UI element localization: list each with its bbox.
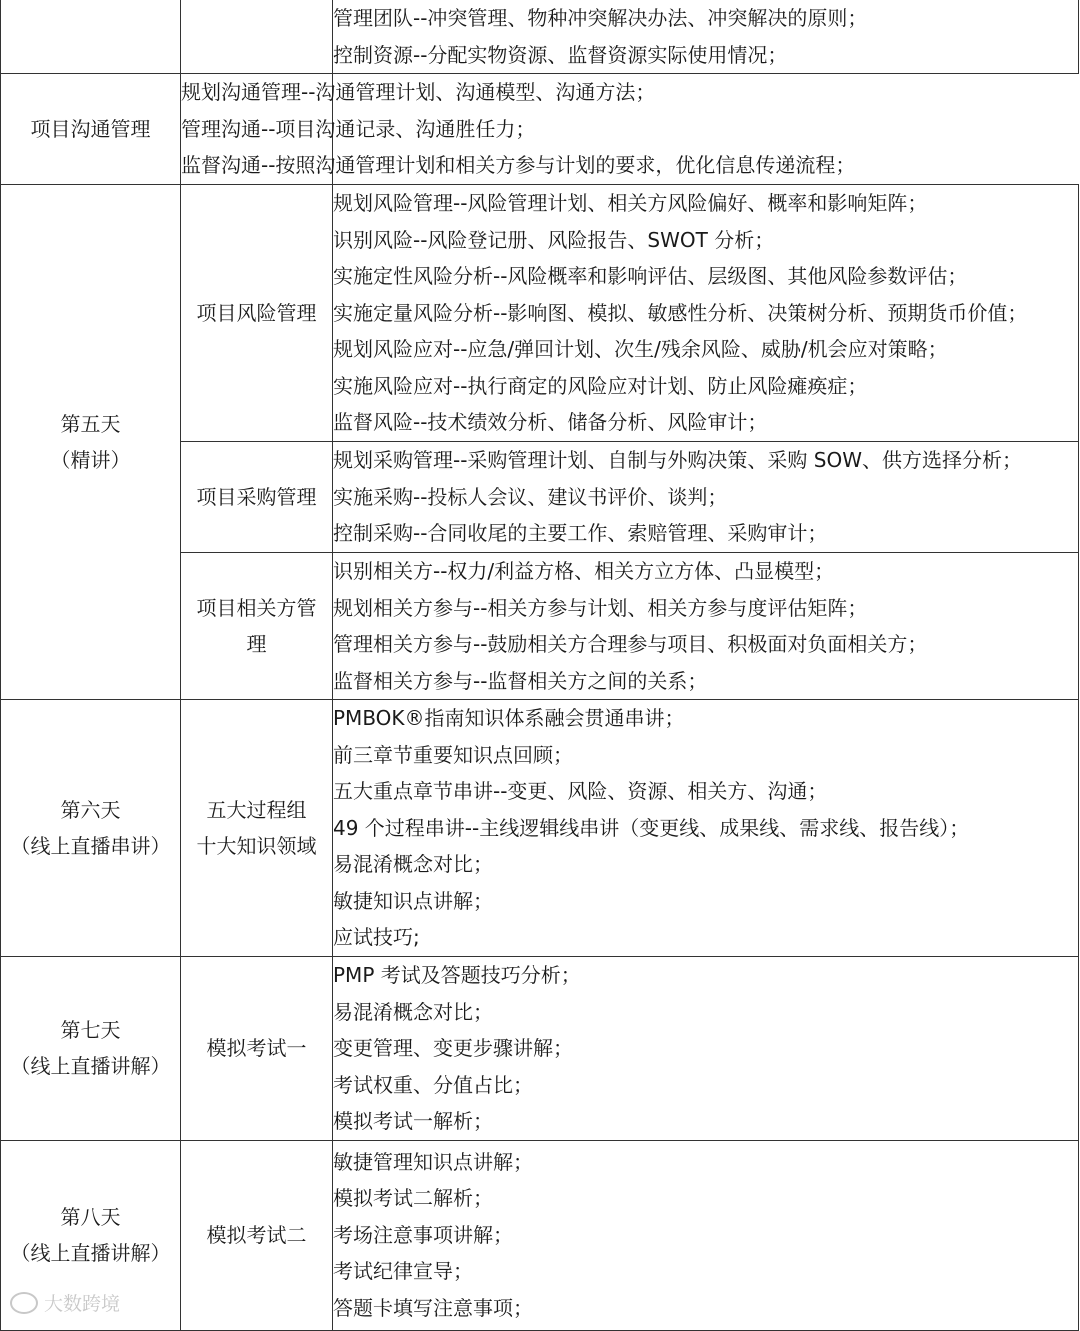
topic-cell [181, 0, 333, 74]
topic-cell [181, 442, 333, 553]
detail-line: 监督沟通--按照沟通管理计划和相关方参与计划的要求，优化信息传递流程； [181, 153, 856, 178]
detail-cell [333, 957, 1079, 1141]
detail-cell [333, 185, 1079, 442]
detail-line: 模拟考试一解析； [333, 1109, 493, 1133]
topic-label: 项目风险管理 [196, 300, 317, 325]
detail-line: 考场注意事项讲解； [333, 1222, 513, 1247]
topic-cell [181, 957, 333, 1141]
detail-line: 变更管理、变更步骤讲解； [333, 1036, 573, 1060]
detail-line: 监督相关方参与--监督相关方之间的关系； [333, 668, 708, 693]
detail-line: 考试权重、分值占比； [333, 1072, 533, 1097]
topic-label: 五大过程组 [206, 797, 307, 822]
topic-cell [181, 553, 333, 700]
watermark [10, 1289, 120, 1316]
detail-line: 规划沟通管理--沟通管理计划、沟通模型、沟通方法； [181, 80, 656, 105]
detail-line: 监督风险--技术绩效分析、储备分析、风险审计； [333, 410, 768, 435]
day-label: 第七天 [60, 1017, 121, 1042]
detail-line: PMBOK®指南知识体系融会贯通串讲； [333, 706, 685, 731]
detail-line: 应试技巧; [333, 925, 420, 950]
detail-line: 答题卡填写注意事项； [333, 1295, 533, 1320]
day-cell [1, 957, 181, 1141]
detail-line: 识别风险--风险登记册、风险报告、SWOT 分析； [333, 227, 775, 252]
day-label: 第八天 [60, 1204, 121, 1229]
day-cell [1, 700, 181, 957]
day-cell [1, 0, 181, 74]
detail-line: 敏捷知识点讲解； [333, 888, 493, 913]
table-row [1, 74, 1079, 185]
day-label: 第五天 [60, 411, 121, 436]
table-row [1, 1140, 1079, 1330]
topic-label: 模拟考试二 [206, 1222, 307, 1247]
detail-line: 识别相关方--权力/利益方格、相关方立方体、凸显模型； [333, 559, 835, 583]
day-sublabel: （线上直播讲解） [10, 1054, 171, 1079]
detail-line: 规划风险管理--风险管理计划、相关方风险偏好、概率和影响矩阵； [333, 191, 928, 216]
detail-line: 49 个过程串讲--主线逻辑线串讲（变更线、成果线、需求线、报告线）； [333, 815, 970, 840]
topic-cell [181, 1140, 333, 1330]
detail-line: 敏捷管理知识点讲解； [333, 1149, 533, 1174]
table-row [1, 185, 1079, 442]
detail-line: 易混淆概念对比； [333, 999, 493, 1024]
detail-line: 管理相关方参与--鼓励相关方合理参与项目、积极面对负面相关方； [333, 632, 928, 656]
day-cell [1, 185, 181, 700]
detail-line: 考试纪律宣导； [333, 1259, 473, 1284]
topic-label: 十大知识领域 [196, 834, 317, 858]
detail-line: 易混淆概念对比； [333, 852, 493, 877]
detail-cell [333, 0, 1079, 74]
day-sublabel: （线上直播串讲） [10, 834, 171, 858]
detail-line: 实施采购--投标人会议、建议书评价、谈判； [333, 484, 728, 509]
detail-cell [333, 553, 1079, 700]
detail-line: 控制采购--合同收尾的主要工作、索赔管理、采购审计； [333, 521, 828, 546]
detail-line: 规划相关方参与--相关方参与计划、相关方参与度评估矩阵； [333, 595, 868, 620]
detail-cell [333, 442, 1079, 553]
detail-line: 规划采购管理--采购管理计划、自制与外购决策、采购 SOW、供方选择分析； [333, 448, 1023, 473]
detail-line: 五大重点章节串讲--变更、风险、资源、相关方、沟通； [333, 779, 828, 804]
watermark-text: 大数跨境 [44, 1293, 121, 1315]
table-row [1, 0, 1079, 74]
detail-line: 实施定性风险分析--风险概率和影响评估、层级图、其他风险参数评估； [333, 264, 968, 289]
table-row [1, 957, 1079, 1141]
topic-label: 项目相关方管理 [196, 595, 317, 656]
detail-line: 管理团队--冲突管理、物种冲突解决办法、冲突解决的原则； [333, 6, 868, 30]
detail-line: 模拟考试二解析； [333, 1186, 493, 1211]
day-sublabel: （线上直播讲解） [10, 1241, 171, 1265]
detail-line: 规划风险应对--应急/弹回计划、次生/残余风险、威胁/机会应对策略； [333, 337, 948, 362]
detail-line: 前三章节重要知识点回顾； [333, 742, 573, 767]
detail-cell [333, 1140, 1079, 1330]
day-sublabel: （精讲） [50, 448, 131, 472]
topic-label: 项目采购管理 [196, 484, 317, 509]
topic-label: 项目沟通管理 [30, 116, 151, 141]
table-row [1, 700, 1079, 957]
topic-label: 模拟考试一 [206, 1036, 307, 1060]
day-label: 第六天 [60, 797, 121, 822]
topic-cell [1, 74, 181, 185]
detail-line: 实施风险应对--执行商定的风险应对计划、防止风险瘫痪症； [333, 373, 868, 398]
topic-cell [181, 185, 333, 442]
detail-line: PMP 考试及答题技巧分析； [333, 963, 581, 987]
detail-line: 管理沟通--项目沟通记录、沟通胜任力； [181, 116, 536, 141]
detail-line: 控制资源--分配实物资源、监督资源实际使用情况； [333, 42, 788, 67]
brand-logo-icon [10, 1292, 38, 1314]
topic-cell [181, 700, 333, 957]
detail-cell [333, 700, 1079, 957]
detail-line: 实施定量风险分析--影响图、模拟、敏感性分析、决策树分析、预期货币价值； [333, 300, 1028, 325]
detail-cell [181, 74, 856, 185]
